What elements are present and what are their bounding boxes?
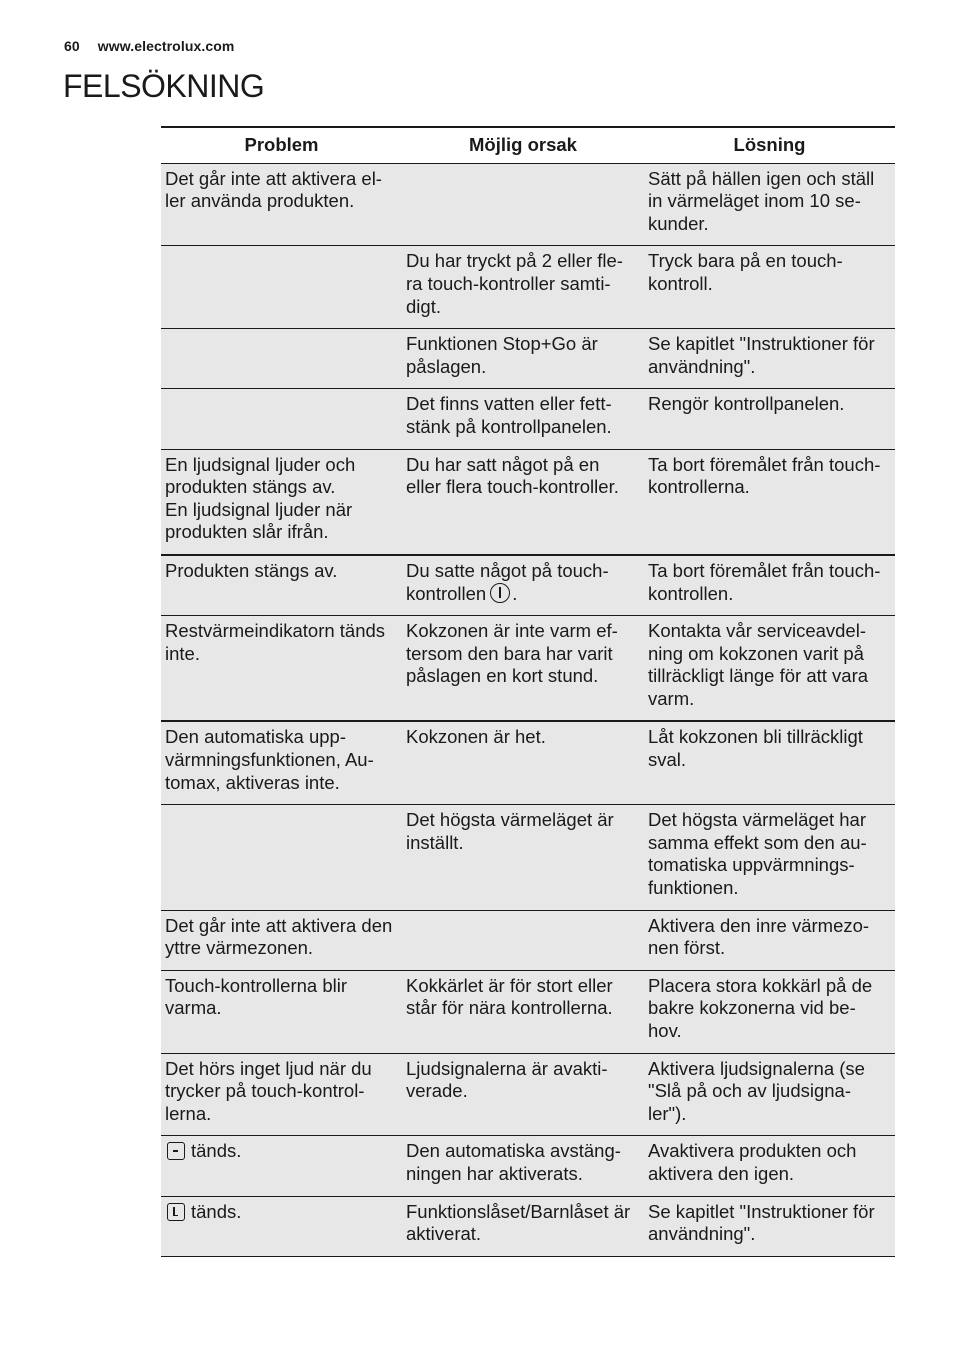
cell-solution: Ta bort föremålet från touch-kontrollerna. bbox=[644, 449, 895, 555]
cell-problem: Den automatiska upp-värmningsfunktionen, Au-tomax, aktiveras inte. bbox=[161, 721, 402, 804]
cell-solution: Rengör kontrollpanelen. bbox=[644, 389, 895, 449]
minus-display-icon bbox=[167, 1142, 185, 1160]
table-row bbox=[161, 555, 895, 616]
table-row bbox=[161, 163, 895, 246]
table-row bbox=[161, 329, 895, 389]
problem-line: En ljudsignal ljuder när produkten slår ifrån. bbox=[165, 498, 353, 543]
problem-text: tänds. bbox=[191, 1200, 242, 1222]
column-header-solution: Lösning bbox=[644, 127, 895, 163]
cell-solution: Aktivera den inre värmezo-nen först. bbox=[644, 910, 895, 970]
cell-solution: Tryck bara på en touch-kontroll. bbox=[644, 246, 895, 329]
cell-cause bbox=[402, 163, 644, 246]
cell-problem: Det går inte att aktivera el-ler använda produkten. bbox=[161, 163, 402, 246]
cell-problem: Restvärmeindikatorn tänds inte. bbox=[161, 616, 402, 722]
table-row bbox=[161, 246, 895, 329]
page-header bbox=[64, 38, 234, 54]
cell-solution: Placera stora kokkärl på de bakre kokzonerna vid be-hov. bbox=[644, 970, 895, 1053]
page-title: FELSÖKNING bbox=[63, 68, 265, 104]
cell-cause: Du har satt något på en eller flera touch-kontroller. bbox=[402, 449, 644, 555]
cell-cause: Du har tryckt på 2 eller fle-ra touch-kontroller samti-digt. bbox=[402, 246, 644, 329]
cell-problem bbox=[161, 449, 402, 555]
cell-solution: Låt kokzonen bli tillräckligt sval. bbox=[644, 721, 895, 804]
table-row bbox=[161, 1196, 895, 1256]
cell-solution: Ta bort föremålet från touch-kontrollen. bbox=[644, 555, 895, 616]
cell-problem bbox=[161, 389, 402, 449]
cell-cause: Kokkärlet är för stort eller står för nära kontrollerna. bbox=[402, 970, 644, 1053]
cell-problem: Produkten stängs av. bbox=[161, 555, 402, 616]
troubleshooting-table bbox=[161, 126, 895, 1257]
problem-text: tänds. bbox=[191, 1140, 242, 1162]
table-row bbox=[161, 970, 895, 1053]
cell-problem bbox=[161, 329, 402, 389]
lock-display-icon bbox=[167, 1203, 185, 1221]
table-row bbox=[161, 910, 895, 970]
cell-cause: Den automatiska avstäng-ningen har aktiverats. bbox=[402, 1136, 644, 1196]
cell-solution: Kontakta vår serviceavdel-ning om kokzonen varit på tillräckligt länge för att vara varm. bbox=[644, 616, 895, 722]
cell-cause: Det högsta värmeläget är inställt. bbox=[402, 805, 644, 910]
cell-solution: Se kapitlet "Instruktioner för användning". bbox=[644, 1196, 895, 1256]
cell-cause bbox=[402, 910, 644, 970]
cause-text: Du satte något på touch-kontrollen bbox=[406, 559, 609, 604]
cell-cause bbox=[402, 555, 644, 616]
cell-cause: Funktionslåset/Barnlåset är aktiverat. bbox=[402, 1196, 644, 1256]
cell-cause: Kokzonen är inte varm ef-tersom den bara har varit påslagen en kort stund. bbox=[402, 616, 644, 722]
cell-cause: Det finns vatten eller fett-stänk på kontrollpanelen. bbox=[402, 389, 644, 449]
table-row bbox=[161, 805, 895, 910]
table-row bbox=[161, 1053, 895, 1136]
cell-cause: Funktionen Stop+Go är påslagen. bbox=[402, 329, 644, 389]
cause-suffix: . bbox=[512, 582, 518, 604]
table-row bbox=[161, 721, 895, 804]
table-header-row bbox=[161, 127, 895, 163]
table-row bbox=[161, 1136, 895, 1196]
problem-line: En ljudsignal ljuder och produkten stängs av. bbox=[165, 453, 356, 498]
cell-solution: Det högsta värmeläget har samma effekt som den au-tomatiska uppvärmnings-funktionen. bbox=[644, 805, 895, 910]
table-row bbox=[161, 616, 895, 722]
cell-problem bbox=[161, 1136, 402, 1196]
table-row bbox=[161, 449, 895, 555]
on-off-icon bbox=[490, 583, 510, 603]
column-header-problem: Problem bbox=[161, 127, 402, 163]
page-number: 60 bbox=[64, 38, 80, 54]
cell-solution: Aktivera ljudsignalerna (se "Slå på och av ljudsigna-ler"). bbox=[644, 1053, 895, 1136]
cell-problem: Det går inte att aktivera den yttre värmezonen. bbox=[161, 910, 402, 970]
table-row bbox=[161, 389, 895, 449]
cell-solution: Se kapitlet "Instruktioner för användning". bbox=[644, 329, 895, 389]
cell-solution: Sätt på hällen igen och ställ in värmeläget inom 10 se-kunder. bbox=[644, 163, 895, 246]
website-link[interactable]: www.electrolux.com bbox=[97, 38, 235, 54]
cell-solution: Avaktivera produkten och aktivera den igen. bbox=[644, 1136, 895, 1196]
cell-problem bbox=[161, 1196, 402, 1256]
cell-problem: Touch-kontrollerna blir varma. bbox=[161, 970, 402, 1053]
cell-problem: Det hörs inget ljud när du trycker på touch-kontrol-lerna. bbox=[161, 1053, 402, 1136]
cell-problem bbox=[161, 805, 402, 910]
column-header-cause: Möjlig orsak bbox=[402, 127, 644, 163]
cell-cause: Kokzonen är het. bbox=[402, 721, 644, 804]
cell-problem bbox=[161, 246, 402, 329]
cell-cause: Ljudsignalerna är avakti-verade. bbox=[402, 1053, 644, 1136]
